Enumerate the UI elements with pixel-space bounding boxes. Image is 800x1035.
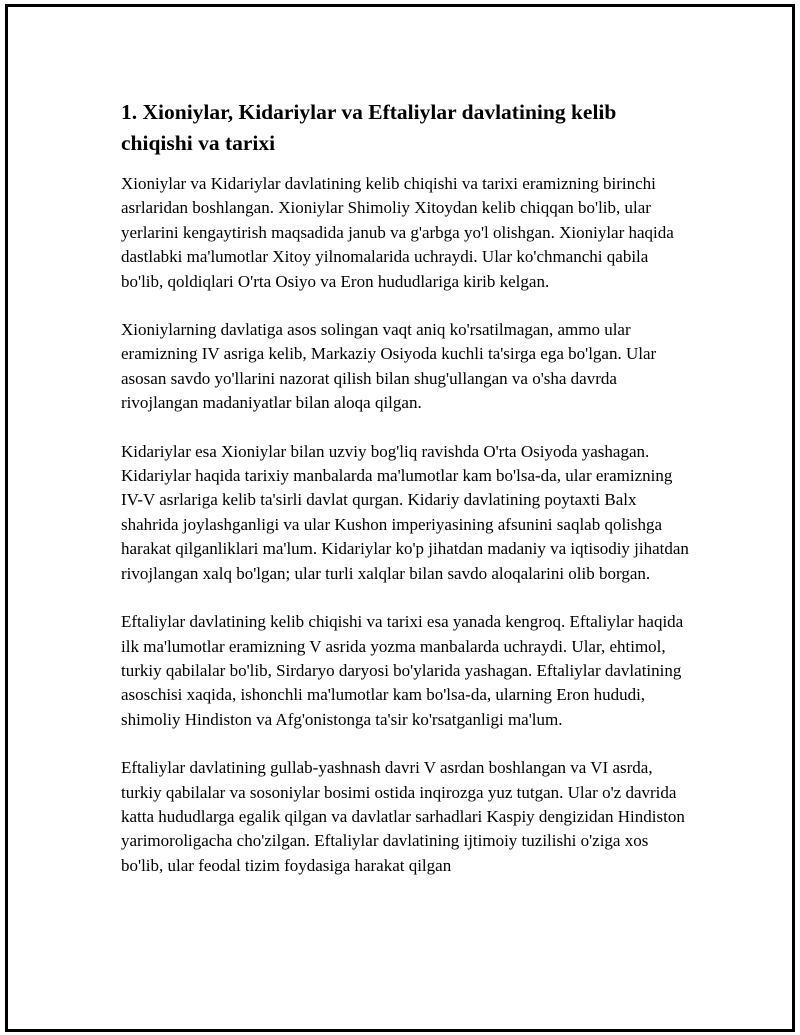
paragraph-4: Eftaliylar davlatining kelib chiqishi va tarixi esa yanada kengroq. Eftaliylar haqida ilk ma'lumotlar eramizning V asrida yozma manbalarda uchraydi. Ular, ehtimol, turkiy qabilalar bo'lib, Sirdaryo daryosi bo'ylarida yashagan. Eftaliylar davlatining asoschisi xaqida, ishonchli ma'lumotlar kam bo'lsa-da, ularning Eron hududi, shimoliy Hindiston va Afg'onistonga ta'sir ko'rsatganligi ma'lum. bbox=[121, 612, 684, 729]
paragraph-1: Xioniylar va Kidariylar davlatining kelib chiqishi va tarixi eramizning birinchi asrlaridan boshlangan. Xioniylar Shimoliy Xitoydan kelib chiqqan bo'lib, ular yerlarini kengaytirish maqsadida janub va g'arbga yo'l olishgan. Xioniylar haqida dastlabki ma'lumotlar Xitoy yilnomalarida uchraydi. Ular ko'chmanchi qabila bo'lib, qoldiqlari O'rta Osiyo va Eron hududlariga kirib kelgan. bbox=[121, 174, 674, 291]
document-title: 1. Xioniylar, Kidariylar va Eftaliylar davlatining kelib chiqishi va tarixi bbox=[121, 100, 617, 155]
paragraph-5: Eftaliylar davlatining gullab-yashnash davri V asrdan boshlangan va VI asrda, turkiy qabilalar va sosoniylar bosimi ostida inqirozga yuz tutgan. Ular o'z davrida katta hududlarga egalik qilgan va davlatlar sarhadlari Kaspiy dengizidan Hindiston yarimoroligacha cho'zilgan. Eftaliylar davlatining ijtimoiy tuzilishi o'ziga xos bo'lib, ular feodal tizim foydasiga harakat qilgan bbox=[121, 758, 685, 875]
document-body bbox=[121, 97, 691, 902]
paragraph-3: Kidariylar esa Xioniylar bilan uzviy bog'liq ravishda O'rta Osiyoda yashagan. Kidariylar haqida tarixiy manbalarda ma'lumotlar kam bo'lsa-da, ular eramizning IV-V asrlariga kelib ta'sirli davlat qurgan. Kidariy davlatining poytaxti Balx shahrida joylashganligi va ular Kushon imperiyasining afsunini saqlab qolishga harakat qilganliklari ma'lum. Kidariylar ko'p jihatdan madaniy va iqtisodiy jihatdan rivojlangan xalq bo'lgan; ular turli xalqlar bilan savdo aloqalarini olib borgan. bbox=[121, 441, 689, 583]
paragraph-2: Xioniylarning davlatiga asos solingan vaqt aniq ko'rsatilmagan, ammo ular eramizning IV asriga kelib, Markaziy Osiyoda kuchli ta'sirga ega bo'lgan. Ular asosan savdo yo'llarini nazorat qilish bilan shug'ullangan va o'sha davrda rivojlangan madaniyatlar bilan aloqa qilgan. bbox=[121, 320, 657, 413]
document-page bbox=[5, 4, 795, 1032]
